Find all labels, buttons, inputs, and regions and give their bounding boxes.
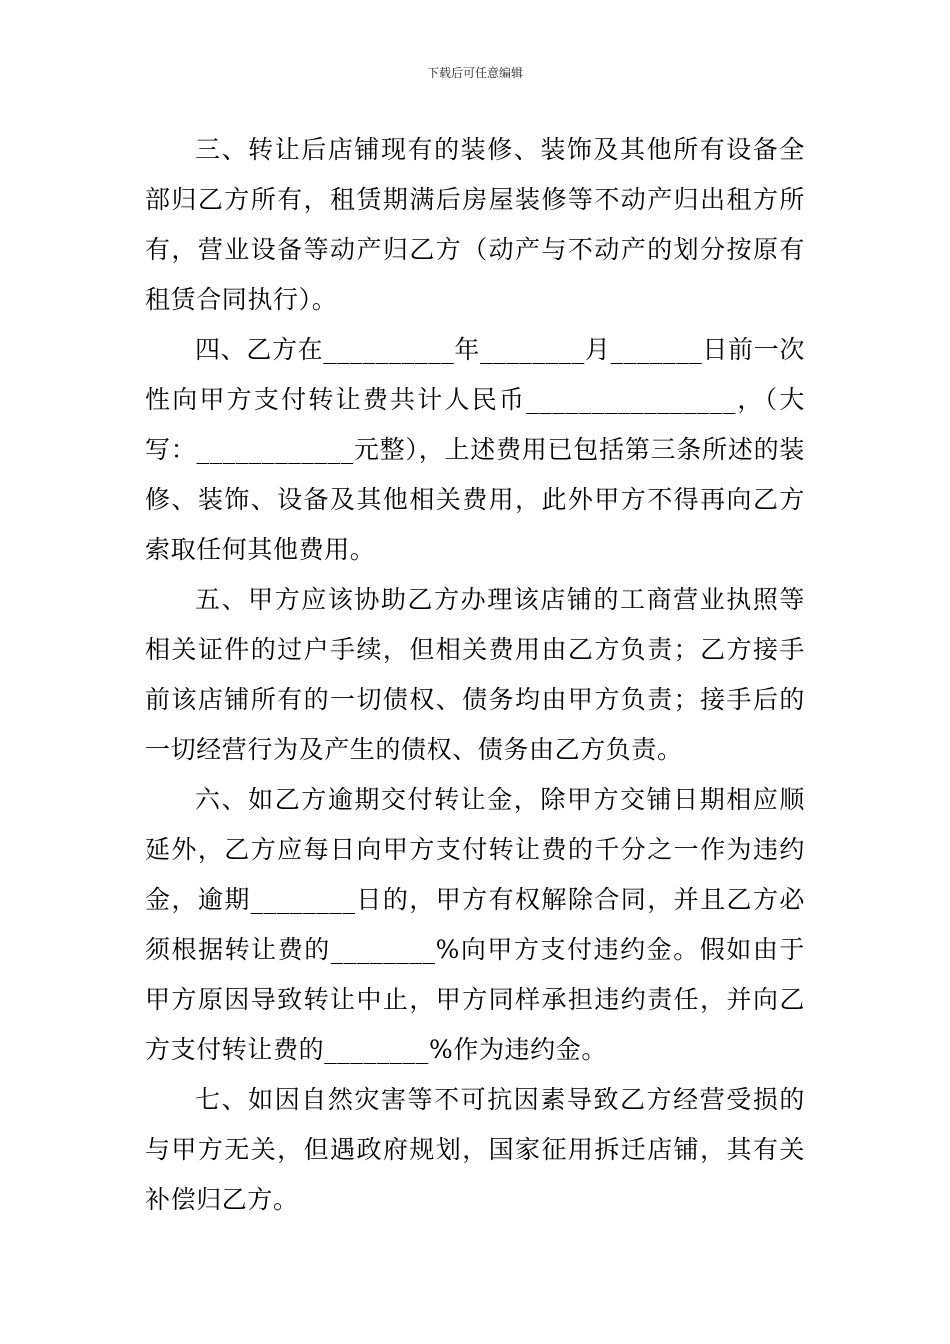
clause-4: 四、乙方在__________年________月_______日前一次性向甲方支付转让费共计人民币________________，（大写：____________元整），上述费用已包括第三条所述的装修、装饰、设备及其他相关费用，此外甲方不得再向乙方索取任何其他费用。 [145,335,805,564]
clause-6: 六、如乙方逾期交付转让金，除甲方交铺日期相应顺延外，乙方应每日向甲方支付转让费的千分之一作为违约金，逾期________日的，甲方有权解除合同，并且乙方必须根据转让费的________%向甲方支付违约金。假如由于甲方原因导致转让中止，甲方同样承担违约责任，并向乙方支付转让费的________%作为违约金。 [145,785,805,1064]
clause-5: 五、甲方应该协助乙方办理该店铺的工商营业执照等相关证件的过户手续，但相关费用由乙方负责；乙方接手前该店铺所有的一切债权、债务均由甲方负责；接手后的一切经营行为及产生的债权、债务由乙方负责。 [145,585,805,764]
contract-body [145,125,805,1225]
clause-7: 七、如因自然灾害等不可抗因素导致乙方经营受损的与甲方无关，但遇政府规划，国家征用拆迁店铺，其有关补偿归乙方。 [145,1085,805,1214]
clause-3: 三、转让后店铺现有的装修、装饰及其他所有设备全部归乙方所有，租赁期满后房屋装修等不动产归出租方所有，营业设备等动产归乙方（动产与不动产的划分按原有租赁合同执行）。 [145,135,805,314]
page-header: 下载后可任意编辑 [426,66,523,80]
